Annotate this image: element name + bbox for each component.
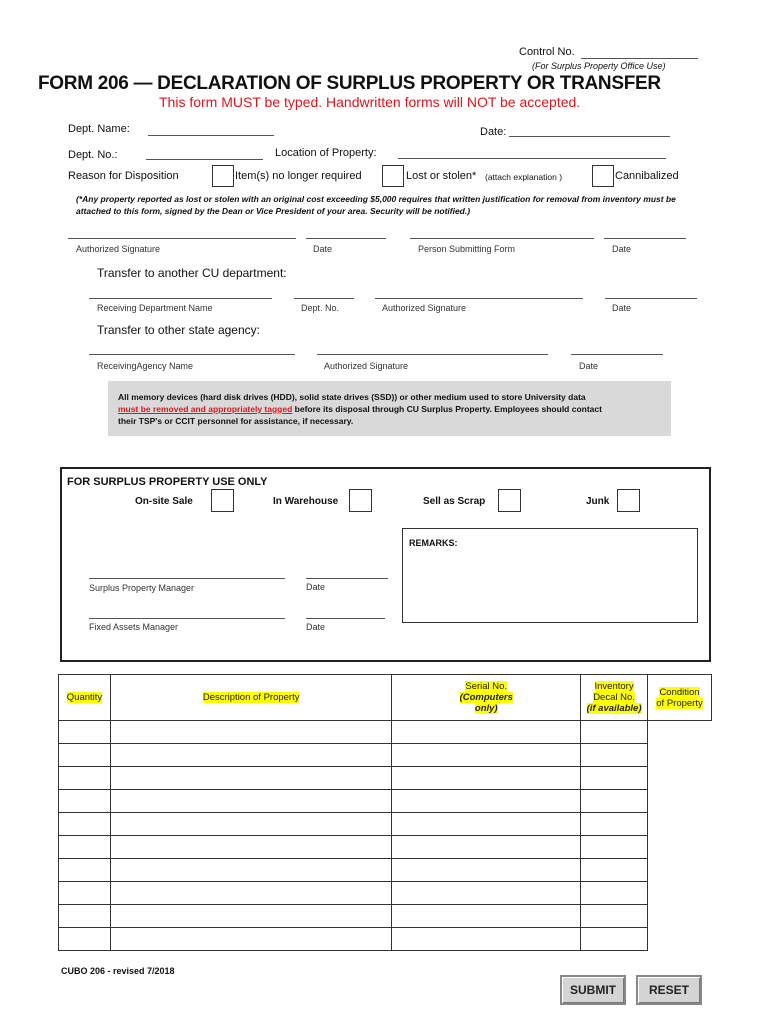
table-row bbox=[59, 744, 712, 767]
sell-as-scrap-label: Sell as Scrap bbox=[423, 496, 486, 507]
table-row bbox=[59, 721, 712, 744]
quantity-cell[interactable] bbox=[59, 928, 111, 951]
condition-cell bbox=[648, 767, 712, 790]
description-cell[interactable] bbox=[110, 813, 391, 836]
remarks-label: REMARKS: bbox=[409, 538, 458, 548]
description-header: Description of Property bbox=[110, 675, 391, 721]
reset-button[interactable]: RESET bbox=[636, 975, 702, 1005]
inventory-decal-cell[interactable] bbox=[581, 813, 648, 836]
cu-authorized-signature-caption: Authorized Signature bbox=[382, 303, 467, 313]
surplus-manager-date-caption: Date bbox=[306, 582, 326, 592]
serial-no-cell[interactable] bbox=[392, 721, 581, 744]
in-warehouse-label: In Warehouse bbox=[273, 496, 339, 507]
condition-cell bbox=[648, 928, 712, 951]
quantity-cell[interactable] bbox=[59, 859, 111, 882]
condition-cell bbox=[648, 721, 712, 744]
table-header-row bbox=[59, 675, 712, 721]
authorized-signature-line[interactable] bbox=[68, 238, 296, 239]
transfer-cu-heading: Transfer to another CU department: bbox=[97, 266, 287, 280]
reason-lost-stolen-checkbox[interactable] bbox=[382, 165, 404, 187]
inventory-decal-cell[interactable] bbox=[581, 905, 648, 928]
person-submitting-date-line[interactable] bbox=[604, 238, 686, 239]
fixed-assets-date-line[interactable] bbox=[306, 618, 385, 619]
description-cell[interactable] bbox=[110, 744, 391, 767]
location-field[interactable] bbox=[398, 158, 666, 159]
authorized-signature-date-caption: Date bbox=[313, 244, 333, 254]
control-no-note: (For Surplus Property Office Use) bbox=[532, 61, 666, 71]
surplus-manager-date-line[interactable] bbox=[306, 578, 388, 579]
receiving-agency-line[interactable] bbox=[89, 354, 295, 355]
reason-cannibalized-checkbox[interactable] bbox=[592, 165, 614, 187]
transfer-state-heading: Transfer to other state agency: bbox=[97, 323, 260, 337]
inventory-decal-cell[interactable] bbox=[581, 836, 648, 859]
quantity-cell[interactable] bbox=[59, 790, 111, 813]
table-row bbox=[59, 882, 712, 905]
reason-no-longer-required-checkbox[interactable] bbox=[212, 165, 234, 187]
description-cell[interactable] bbox=[110, 767, 391, 790]
cu-authorized-signature-line[interactable] bbox=[375, 298, 583, 299]
serial-no-header: Serial No. (Computers only) bbox=[392, 675, 581, 721]
state-date-caption: Date bbox=[579, 361, 599, 371]
sell-as-scrap-checkbox[interactable] bbox=[498, 489, 521, 512]
receiving-department-line[interactable] bbox=[89, 298, 272, 299]
table-row bbox=[59, 859, 712, 882]
person-submitting-line[interactable] bbox=[410, 238, 594, 239]
state-authorized-signature-line[interactable] bbox=[317, 354, 548, 355]
condition-cell bbox=[648, 905, 712, 928]
serial-no-cell[interactable] bbox=[392, 790, 581, 813]
description-cell[interactable] bbox=[110, 790, 391, 813]
description-cell[interactable] bbox=[110, 882, 391, 905]
surplus-manager-line[interactable] bbox=[89, 578, 285, 579]
control-no-field[interactable] bbox=[581, 58, 698, 59]
quantity-cell[interactable] bbox=[59, 836, 111, 859]
condition-cell bbox=[648, 836, 712, 859]
description-cell[interactable] bbox=[110, 859, 391, 882]
state-date-line[interactable] bbox=[571, 354, 663, 355]
inventory-decal-cell[interactable] bbox=[581, 767, 648, 790]
table-row bbox=[59, 813, 712, 836]
quantity-cell[interactable] bbox=[59, 744, 111, 767]
serial-no-cell[interactable] bbox=[392, 767, 581, 790]
control-no-label: Control No. bbox=[519, 46, 575, 58]
receiving-department-caption: Receiving Department Name bbox=[97, 303, 213, 313]
serial-no-cell[interactable] bbox=[392, 836, 581, 859]
quantity-cell[interactable] bbox=[59, 882, 111, 905]
submit-button[interactable]: SUBMIT bbox=[560, 975, 626, 1005]
revision-label: CUBO 206 - revised 7/2018 bbox=[61, 966, 175, 976]
lost-stolen-notice: (*Any property reported as lost or stolen with an original cost exceeding $5,000 requires that written justification for removal from inventory must be attached to this form, signed by the Dean or Vice President of your area. Security will be notified.) bbox=[76, 194, 676, 216]
junk-checkbox[interactable] bbox=[617, 489, 640, 512]
inventory-decal-cell[interactable] bbox=[581, 928, 648, 951]
description-cell[interactable] bbox=[110, 836, 391, 859]
state-authorized-signature-caption: Authorized Signature bbox=[324, 361, 409, 371]
inventory-decal-cell[interactable] bbox=[581, 790, 648, 813]
inventory-decal-cell[interactable] bbox=[581, 744, 648, 767]
in-warehouse-checkbox[interactable] bbox=[349, 489, 372, 512]
description-cell[interactable] bbox=[110, 928, 391, 951]
person-submitting-caption: Person Submitting Form bbox=[418, 244, 516, 254]
property-table bbox=[58, 674, 712, 951]
table-row bbox=[59, 928, 712, 951]
date-label: Date: bbox=[480, 126, 507, 138]
cu-date-caption: Date bbox=[612, 303, 632, 313]
inventory-decal-cell[interactable] bbox=[581, 721, 648, 744]
person-submitting-date-caption: Date bbox=[612, 244, 632, 254]
dept-name-field[interactable] bbox=[148, 135, 274, 136]
reason-no-longer-required-label: Item(s) no longer required bbox=[235, 170, 362, 182]
serial-no-cell[interactable] bbox=[392, 744, 581, 767]
memory-notice-red: must be removed and appropriately tagged bbox=[118, 404, 293, 414]
surplus-manager-caption: Surplus Property Manager bbox=[89, 583, 195, 593]
description-cell[interactable] bbox=[110, 721, 391, 744]
cu-dept-no-caption: Dept. No. bbox=[301, 303, 340, 313]
surplus-use-heading: FOR SURPLUS PROPERTY USE ONLY bbox=[67, 476, 268, 488]
condition-cell bbox=[648, 813, 712, 836]
cu-dept-no-line[interactable] bbox=[294, 298, 354, 299]
quantity-cell[interactable] bbox=[59, 721, 111, 744]
inventory-decal-cell[interactable] bbox=[581, 882, 648, 905]
condition-cell bbox=[648, 859, 712, 882]
reason-lost-stolen-label: Lost or stolen* bbox=[406, 170, 477, 182]
condition-cell bbox=[648, 744, 712, 767]
reason-lost-stolen-note: (attach explanation ) bbox=[485, 172, 563, 182]
memory-notice-part3: their TSP's or CCIT personnel for assistance, if necessary. bbox=[118, 416, 354, 426]
condition-cell bbox=[648, 790, 712, 813]
authorized-signature-date-line[interactable] bbox=[306, 238, 386, 239]
fixed-assets-manager-line[interactable] bbox=[89, 618, 285, 619]
onsite-sale-checkbox[interactable] bbox=[211, 489, 234, 512]
condition-cell bbox=[648, 882, 712, 905]
junk-label: Junk bbox=[586, 496, 610, 507]
serial-no-cell[interactable] bbox=[392, 928, 581, 951]
quantity-header: Quantity bbox=[59, 675, 111, 721]
description-cell[interactable] bbox=[110, 905, 391, 928]
page-title: FORM 206 — DECLARATION OF SURPLUS PROPERTY OR TRANSFER bbox=[38, 73, 661, 94]
memory-device-notice-text bbox=[118, 391, 668, 427]
serial-no-cell[interactable] bbox=[392, 813, 581, 836]
onsite-sale-label: On-site Sale bbox=[135, 496, 193, 507]
receiving-agency-caption: ReceivingAgency Name bbox=[97, 361, 194, 371]
table-row bbox=[59, 836, 712, 859]
fixed-assets-manager-caption: Fixed Assets Manager bbox=[89, 622, 179, 632]
fixed-assets-date-caption: Date bbox=[306, 622, 326, 632]
dept-name-label: Dept. Name: bbox=[68, 123, 130, 135]
condition-header: Condition of Property bbox=[648, 675, 712, 721]
inventory-decal-cell[interactable] bbox=[581, 859, 648, 882]
dept-no-label: Dept. No.: bbox=[68, 149, 118, 161]
quantity-cell[interactable] bbox=[59, 905, 111, 928]
serial-no-cell[interactable] bbox=[392, 859, 581, 882]
memory-notice-part2: before its disposal through CU Surplus Property. Employees should contact bbox=[292, 404, 602, 414]
location-label: Location of Property: bbox=[275, 147, 377, 159]
quantity-cell[interactable] bbox=[59, 767, 111, 790]
serial-no-cell[interactable] bbox=[392, 905, 581, 928]
authorized-signature-caption: Authorized Signature bbox=[76, 244, 161, 254]
reason-cannibalized-label: Cannibalized bbox=[615, 170, 679, 182]
date-field[interactable] bbox=[509, 136, 670, 137]
inventory-decal-header: Inventory Decal No. (if available) bbox=[581, 675, 648, 721]
typing-requirement: This form MUST be typed. Handwritten forms will NOT be accepted. bbox=[159, 94, 581, 110]
cu-date-line[interactable] bbox=[605, 298, 697, 299]
table-row bbox=[59, 905, 712, 928]
table-row bbox=[59, 790, 712, 813]
memory-notice-part1: All memory devices (hard disk drives (HDD), solid state drives (SSD)) or other medium used to store University data bbox=[118, 392, 586, 402]
dept-no-field[interactable] bbox=[146, 159, 263, 160]
table-row bbox=[59, 767, 712, 790]
serial-no-cell[interactable] bbox=[392, 882, 581, 905]
reason-label: Reason for Disposition bbox=[68, 170, 179, 182]
quantity-cell[interactable] bbox=[59, 813, 111, 836]
